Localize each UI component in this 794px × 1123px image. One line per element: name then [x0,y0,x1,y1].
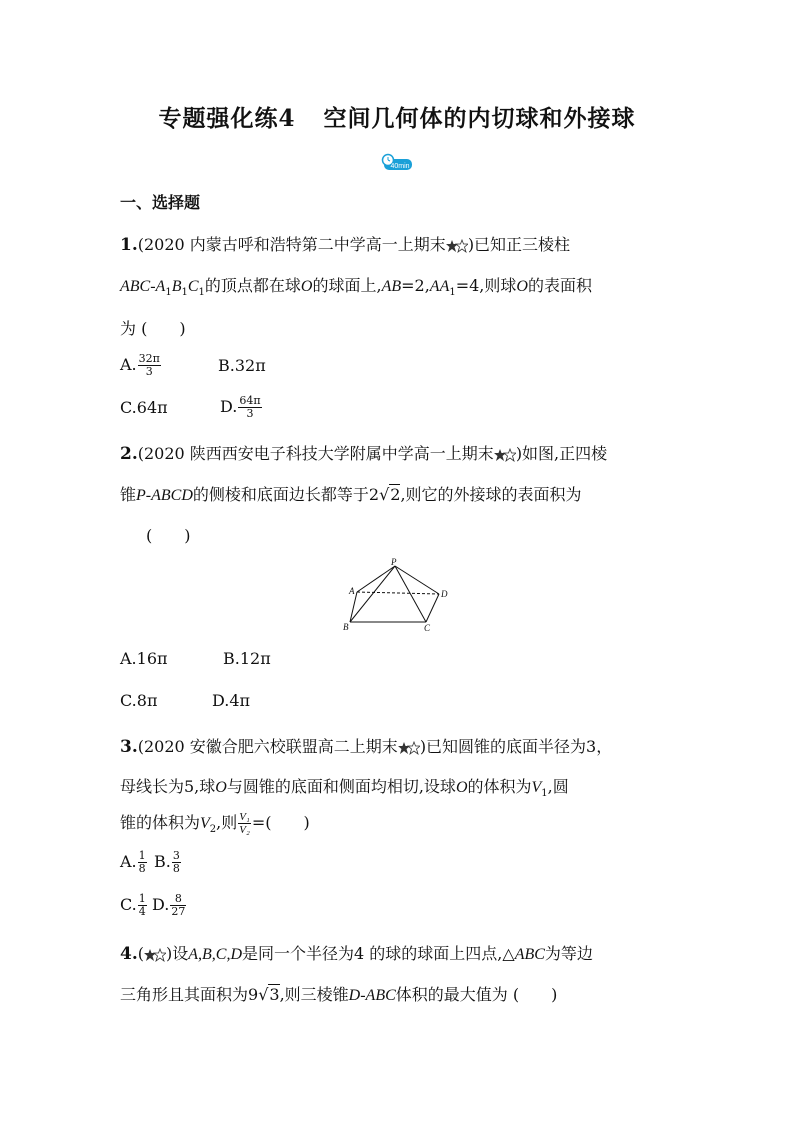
q3-line1-tail: )已知圆锥的底面半径为3， [419,737,613,756]
q1-option-b[interactable]: B.32π [218,356,266,375]
q1-source: (2020 内蒙古呼和浩特第二中学高一上期末 [137,235,446,254]
q3-o2: O [455,779,468,796]
q1-line1-tail: )已知正三棱柱 [467,235,571,254]
q3-source: (2020 安徽合肥六校联盟高二上期末 [137,737,398,756]
q4-l2a: 三角形且其面积为9 [120,985,259,1004]
q1-sub4: 1 [449,287,456,299]
q1-eq2: =4,则球 [455,276,517,295]
q1-a-frac [138,353,161,378]
title-left: 专题强化练4 [158,105,296,132]
q3-a: 母线长为5,球 [120,777,216,796]
q3-c-frac [138,893,147,918]
q1-text3: 的表面积 [527,276,592,295]
q1-ab: AB [381,278,402,295]
q1-a-label: A. [120,355,137,374]
q1-number: 1. [120,235,138,255]
q2-line1 [120,441,607,464]
q2-a: 锥 [120,485,137,504]
q1-line2 [120,273,592,298]
q2-option-c[interactable]: C.8π [120,691,158,710]
q3-c-den: 4 [138,905,146,918]
edge-cd [426,594,439,622]
difficulty-star-icon [144,948,166,962]
q3-d-frac [170,893,186,918]
q4-pts: A,B,C,D [188,946,243,963]
q2-option-a[interactable]: A.16π [120,649,168,668]
q4-l2b: ,则三棱锥 [279,985,349,1004]
q1-d-num: 64π [239,394,261,407]
q3-a-den: 8 [138,862,146,875]
q2-b: 的侧棱和底面边长都等于2 [192,485,380,504]
q1-text1: 的顶点都在球 [204,276,301,295]
q4-dabc: D-ABC [348,987,396,1004]
label-b: B [343,622,349,632]
edge-pa [357,566,395,592]
q3-ratio-den: V₂ [239,824,250,836]
pyramid-figure [340,558,455,633]
q4-d: 为等边 [544,944,593,963]
q3-sub1: 1 [541,788,548,800]
q3-a-label: A. [120,852,137,871]
page-title [0,100,794,133]
q3-d: ,圆 [547,777,569,796]
q3-b: 与圆锥的底面和侧面均相切,设球 [226,777,456,796]
q2-line1-tail: )如图,正四棱 [515,444,608,463]
q4-line2 [120,982,557,1005]
q4-abc: ABC [514,946,545,963]
badge-text: 40min [390,163,410,170]
q3-option-c[interactable] [120,893,148,918]
edge-ad [357,592,439,594]
q1-d-label: D. [220,397,238,416]
difficulty-star-icon [398,741,420,755]
label-p: P [391,558,397,567]
q3-number: 3. [120,737,138,757]
q2-option-b[interactable]: B.12π [223,649,271,668]
q3-b-label: B. [154,852,171,871]
q3-line3 [120,810,310,836]
edge-pc [395,566,426,622]
q1-option-c[interactable]: C.64π [120,398,168,417]
clock-icon [381,153,413,171]
q1-d-frac [238,395,261,420]
q2-line2 [120,482,582,505]
q1-option-d[interactable] [220,395,263,420]
q1-abc: ABC-A [120,278,166,295]
q1-a-den: 3 [145,365,153,378]
q4-rad: 3 [269,985,280,1004]
q4-open: ( [137,944,144,963]
q2-p: P-ABCD [136,487,193,504]
q4-number: 4. [120,944,138,964]
difficulty-star-icon [446,239,468,253]
q4-line1 [120,941,593,964]
q3-l3a: 锥的体积为 [120,813,201,832]
title-right: 空间几何体的内切球和外接球 [323,105,636,132]
q3-b-num: 3 [172,849,180,862]
q1-eq1: =2, [401,276,430,295]
q2-c: ,则它的外接球的表面积为 [400,485,582,504]
q3-ratio-num: V₁ [239,811,250,823]
q3-ratio [238,811,251,836]
q3-line1 [120,734,612,757]
edge-pd [395,566,439,594]
q3-d-num: 8 [170,893,186,906]
q1-option-a[interactable] [120,353,162,378]
q4-b: )设 [166,944,189,963]
q2-line3: ( ) [146,526,191,545]
q3-v: V [531,779,542,796]
q1-line3: 为 ( ) [120,319,186,338]
q4-sqrt: √3 [258,985,280,1004]
q4-l2c: 体积的最大值为 ( ) [395,985,558,1004]
label-d: D [441,589,448,599]
q2-sqrt: √2 [379,485,401,504]
q1-aa: AA [429,278,450,295]
q3-a-num: 1 [138,849,146,862]
q3-line2 [120,774,569,799]
q1-c: C [187,278,199,295]
q3-a-frac [138,850,147,875]
q1-sub2: 1 [181,287,188,299]
q1-text2: 的球面上, [312,276,382,295]
q3-option-a[interactable] [120,850,148,875]
section-heading: 一、选择题 [120,193,201,212]
q1-a-num: 32π [138,352,160,365]
q3-d-label: D. [152,895,170,914]
q3-l3b: ,则 [216,813,238,832]
q3-sub2: 2 [209,824,217,836]
q1-d-den: 3 [246,407,254,420]
q3-b-den: 8 [172,862,180,875]
q3-d-den: 27 [171,905,186,918]
q3-option-d[interactable] [152,893,187,918]
q1-sub3: 1 [198,287,205,299]
q1-o2: O [516,278,528,295]
q1-o: O [300,278,313,295]
q3-l3c: =( ) [251,813,310,832]
q2-option-d[interactable]: D.4π [212,691,251,710]
q3-o: O [215,779,227,796]
q2-source: (2020 陕西西安电子科技大学附属中学高一上期末 [137,444,494,463]
label-a: A [349,586,355,596]
q3-b-frac [172,850,181,875]
q1-b: B [171,278,182,295]
q3-c-label: C. [120,895,137,914]
q2-rad: 2 [390,485,401,504]
q3-c: 的体积为 [467,777,532,796]
q4-c: 是同一个半径为4 的球的球面上四点,△ [242,944,515,963]
q3-v2: V [200,815,210,832]
label-c: C [424,623,431,633]
q3-option-b[interactable] [154,850,182,875]
q2-number: 2. [120,444,138,464]
q1-sub1: 1 [165,287,172,299]
time-badge [381,153,413,171]
difficulty-star-icon [494,448,516,462]
q1-line1 [120,232,570,255]
q3-c-num: 1 [138,892,146,905]
